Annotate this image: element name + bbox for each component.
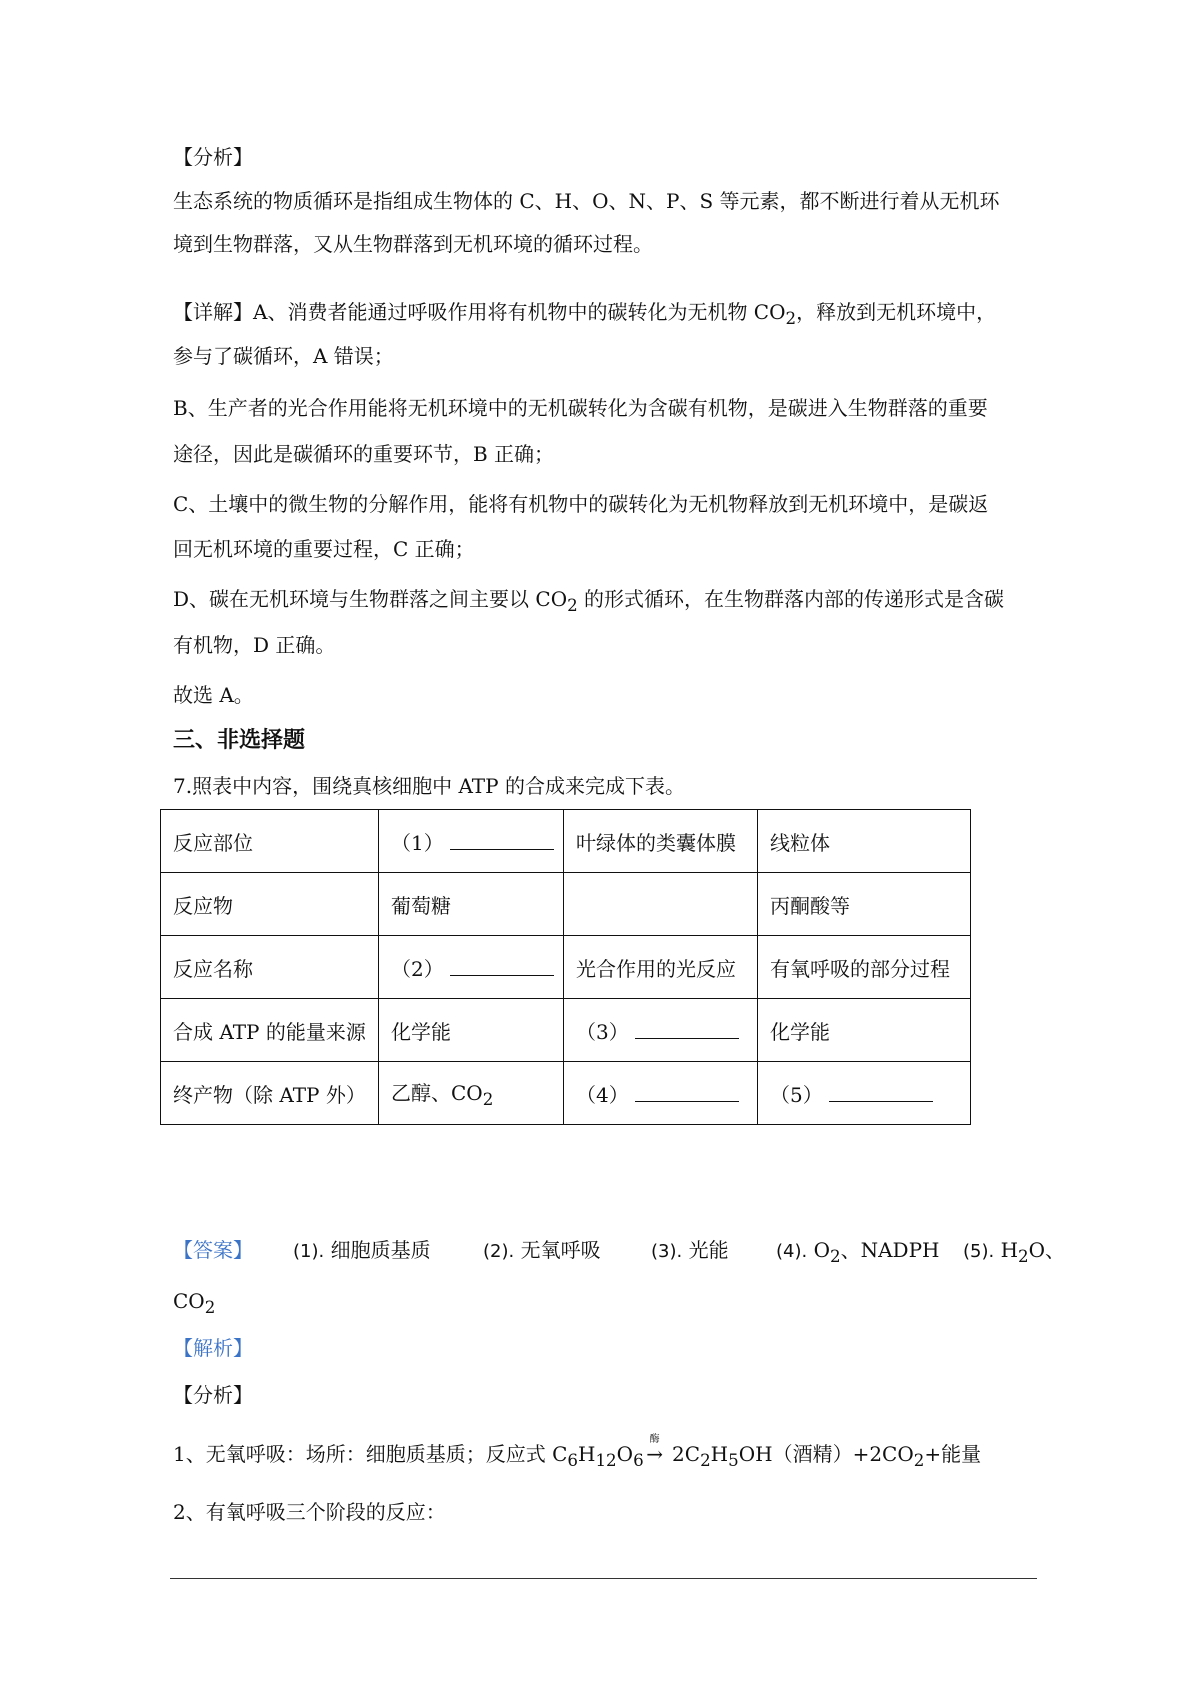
answer-line-2: $CO_2$ [173, 1289, 216, 1317]
table-cell: 丙酮酸等 [758, 873, 971, 936]
question-text: 7.照表中内容，围绕真核细胞中 ATP 的合成来完成下表。 [173, 774, 685, 798]
table-cell-blank-4: （4） [564, 1062, 758, 1125]
analysis-line-1: 生态系统的物质循环是指组成生物体的 C、H、O、N、P、S 等元素，都不断进行着从无机环 [173, 189, 1000, 213]
table-cell-blank-2: （2） [379, 936, 564, 999]
jiexi-heading: 【解析】 [173, 1336, 253, 1360]
table-cell: 化学能 [758, 999, 971, 1062]
table-cell: 反应部位 [161, 810, 379, 873]
analysis-heading: 【分析】 [173, 145, 253, 169]
table-cell: 线粒体 [758, 810, 971, 873]
aerobic-stages: 2、有氧呼吸三个阶段的反应： [173, 1500, 446, 1524]
footer-divider [170, 1578, 1037, 1579]
option-d-line-1: D、碳在无机环境与生物群落之间主要以 $CO_2$ 的形式循环，在生物群落内部的传递形式是含碳 [173, 587, 1005, 615]
table-cell: 反应物 [161, 873, 379, 936]
table-cell: 叶绿体的类囊体膜 [564, 810, 758, 873]
table-cell-blank-5: （5） [758, 1062, 971, 1125]
answer-5: (5). $H_2O$、 [963, 1238, 1066, 1266]
analysis2-heading: 【分析】 [173, 1383, 253, 1407]
answer-blank[interactable] [829, 1087, 933, 1102]
table-row [161, 810, 971, 873]
answer-label: 【答案】 [173, 1238, 253, 1262]
option-b-line-1: B、生产者的光合作用能将无机环境中的无机碳转化为含碳有机物，是碳进入生物群落的重要 [173, 396, 988, 420]
answer-blank[interactable] [635, 1087, 739, 1102]
atp-table [160, 809, 971, 1125]
table-cell: 终产物（除 ATP 外） [161, 1062, 379, 1125]
table-cell-blank-3: （3） [564, 999, 758, 1062]
arrow-icon: 酶 → [646, 1434, 664, 1466]
answer-4: (4). $O_2$、NADPH [776, 1238, 940, 1266]
option-b-line-2: 途径，因此是碳循环的重要环节，B 正确； [173, 442, 555, 466]
table-cell-blank-1: （1） [379, 810, 564, 873]
table-row [161, 999, 971, 1062]
answer-blank[interactable] [450, 961, 554, 976]
table-row [161, 936, 971, 999]
answer-blank[interactable] [635, 1024, 739, 1039]
table-cell: 有氧呼吸的部分过程 [758, 936, 971, 999]
answer-3: (3). 光能 [651, 1238, 729, 1262]
table-cell: 光合作用的光反应 [564, 936, 758, 999]
answer-2: (2). 无氧呼吸 [483, 1238, 601, 1262]
table-cell: 反应名称 [161, 936, 379, 999]
table-cell: 葡萄糖 [379, 873, 564, 936]
answer-blank[interactable] [450, 835, 554, 850]
option-d-line-2: 有机物，D 正确。 [173, 633, 336, 657]
table-cell [564, 873, 758, 936]
conclusion: 故选 A。 [173, 683, 254, 707]
section-title: 三、非选择题 [173, 728, 306, 753]
detail-line-1: 【详解】A、消费者能通过呼吸作用将有机物中的碳转化为无机物 $CO_2$，释放到无机环境中， [173, 300, 997, 328]
detail-line-2: 参与了碳循环，A 错误； [173, 344, 394, 368]
table-row [161, 873, 971, 936]
option-c-line-2: 回无机环境的重要过程，C 正确； [173, 537, 475, 561]
table-cell: 乙醇、$CO_2$ [379, 1062, 564, 1125]
option-c-line-1: C、土壤中的微生物的分解作用，能将有机物中的碳转化为无机物释放到无机环境中，是碳返 [173, 492, 989, 516]
analysis-line-2: 境到生物群落，又从生物群落到无机环境的循环过程。 [173, 232, 653, 256]
table-cell: 合成 ATP 的能量来源 [161, 999, 379, 1062]
table-row [161, 1062, 971, 1125]
answer-1: (1). 细胞质基质 [293, 1238, 431, 1262]
anaerobic-equation: 1、无氧呼吸：场所：细胞质基质；反应式 $C_6H_{12}O_6$ 酶 → $2C_2H_5OH$（酒精）$+2CO_2+$能量 [173, 1434, 982, 1470]
table-cell: 化学能 [379, 999, 564, 1062]
